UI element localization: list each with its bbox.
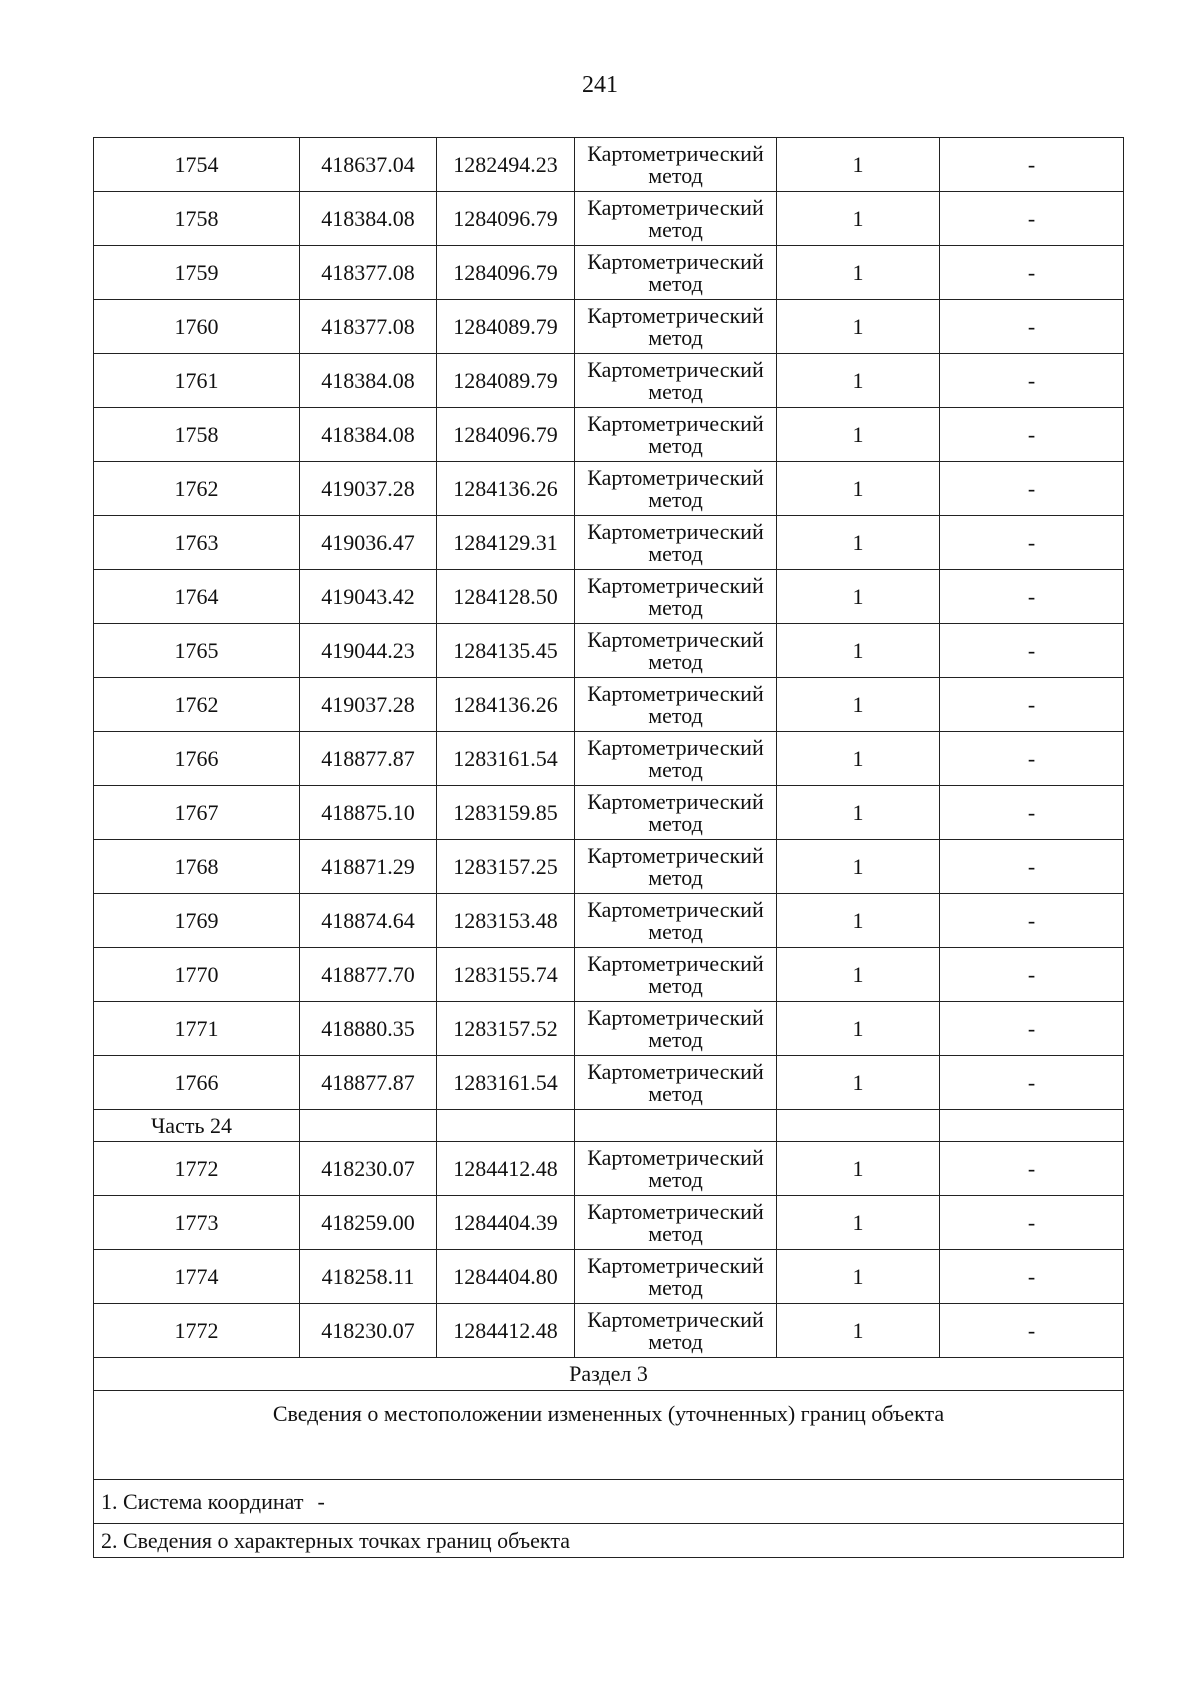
point-number: 1758 <box>94 408 300 462</box>
section-info-row <box>94 1391 1124 1480</box>
method-line-1: Картометрический <box>587 302 764 328</box>
accuracy: 1 <box>777 516 940 570</box>
method-cell <box>575 894 777 948</box>
table-row <box>94 786 1124 840</box>
coord-x: 419044.23 <box>300 624 437 678</box>
coordinates-table-body <box>94 138 1124 1358</box>
method-line-1: Картометрический <box>587 410 764 436</box>
point-number: 1766 <box>94 1056 300 1110</box>
method-line-1: Картометрический <box>587 1144 764 1170</box>
description: - <box>940 840 1124 894</box>
method-line-1: Картометрический <box>587 626 764 652</box>
empty-cell <box>300 1110 437 1142</box>
coord-x: 418377.08 <box>300 300 437 354</box>
description: - <box>940 354 1124 408</box>
method-line-2: метод <box>648 378 703 404</box>
method-line-1: Картометрический <box>587 140 764 166</box>
coord-y: 1284136.26 <box>437 678 575 732</box>
empty-cell <box>437 1110 575 1142</box>
accuracy: 1 <box>777 462 940 516</box>
method-cell <box>575 948 777 1002</box>
part-label: Часть 24 <box>94 1110 300 1142</box>
point-number: 1763 <box>94 516 300 570</box>
description: - <box>940 1056 1124 1110</box>
method-cell <box>575 786 777 840</box>
coord-x: 418377.08 <box>300 246 437 300</box>
coord-y: 1284096.79 <box>437 408 575 462</box>
method-line-2: метод <box>648 864 703 890</box>
point-number: 1754 <box>94 138 300 192</box>
coord-y: 1284089.79 <box>437 300 575 354</box>
description: - <box>940 1250 1124 1304</box>
table-row <box>94 570 1124 624</box>
table-row <box>94 408 1124 462</box>
method-line-2: метод <box>648 702 703 728</box>
coord-y: 1283159.85 <box>437 786 575 840</box>
method-line-1: Картометрический <box>587 1004 764 1030</box>
coord-x: 418259.00 <box>300 1196 437 1250</box>
method-line-2: метод <box>648 432 703 458</box>
method-cell <box>575 732 777 786</box>
method-line-2: метод <box>648 270 703 296</box>
section-title: Раздел 3 <box>94 1358 1124 1391</box>
accuracy: 1 <box>777 840 940 894</box>
method-line-2: метод <box>648 1026 703 1052</box>
table-row <box>94 1142 1124 1196</box>
method-cell <box>575 840 777 894</box>
method-line-1: Картометрический <box>587 194 764 220</box>
coord-x: 418258.11 <box>300 1250 437 1304</box>
method-cell <box>575 516 777 570</box>
coord-y: 1284412.48 <box>437 1304 575 1358</box>
point-number: 1773 <box>94 1196 300 1250</box>
point-number: 1759 <box>94 246 300 300</box>
method-line-1: Картометрический <box>587 734 764 760</box>
coord-x: 419037.28 <box>300 678 437 732</box>
coord-x: 418877.87 <box>300 732 437 786</box>
coord-x: 418384.08 <box>300 408 437 462</box>
section-title-row <box>94 1358 1124 1391</box>
coord-x: 418877.87 <box>300 1056 437 1110</box>
table-row <box>94 624 1124 678</box>
method-cell <box>575 138 777 192</box>
accuracy: 1 <box>777 1056 940 1110</box>
description: - <box>940 138 1124 192</box>
point-number: 1769 <box>94 894 300 948</box>
accuracy: 1 <box>777 408 940 462</box>
method-line-2: метод <box>648 810 703 836</box>
method-line-1: Картометрический <box>587 680 764 706</box>
method-line-1: Картометрический <box>587 788 764 814</box>
table-row <box>94 138 1124 192</box>
table-row <box>94 678 1124 732</box>
section-info: Сведения о местоположении измененных (уточненных) границ объекта <box>94 1391 1124 1480</box>
accuracy: 1 <box>777 300 940 354</box>
method-cell <box>575 246 777 300</box>
accuracy: 1 <box>777 678 940 732</box>
method-line-2: метод <box>648 594 703 620</box>
description: - <box>940 1002 1124 1056</box>
accuracy: 1 <box>777 138 940 192</box>
accuracy: 1 <box>777 192 940 246</box>
table-row <box>94 246 1124 300</box>
coord-x: 418384.08 <box>300 192 437 246</box>
method-cell <box>575 354 777 408</box>
method-cell <box>575 1304 777 1358</box>
method-line-1: Картометрический <box>587 248 764 274</box>
accuracy: 1 <box>777 1002 940 1056</box>
description: - <box>940 624 1124 678</box>
description: - <box>940 408 1124 462</box>
method-line-2: метод <box>648 972 703 998</box>
empty-cell <box>940 1110 1124 1142</box>
accuracy: 1 <box>777 624 940 678</box>
accuracy: 1 <box>777 1250 940 1304</box>
method-line-2: метод <box>648 162 703 188</box>
method-cell <box>575 408 777 462</box>
coord-y: 1284128.50 <box>437 570 575 624</box>
point-number: 1774 <box>94 1250 300 1304</box>
method-line-2: метод <box>648 1080 703 1106</box>
description: - <box>940 894 1124 948</box>
accuracy: 1 <box>777 786 940 840</box>
table-row <box>94 1304 1124 1358</box>
table-row <box>94 1056 1124 1110</box>
method-line-1: Картометрический <box>587 518 764 544</box>
section-3 <box>94 1358 1124 1558</box>
method-line-1: Картометрический <box>587 842 764 868</box>
accuracy: 1 <box>777 894 940 948</box>
table-row <box>94 516 1124 570</box>
point-number: 1762 <box>94 462 300 516</box>
method-line-2: метод <box>648 216 703 242</box>
method-cell <box>575 300 777 354</box>
coord-y: 1283153.48 <box>437 894 575 948</box>
table-row <box>94 840 1124 894</box>
coord-x: 418875.10 <box>300 786 437 840</box>
coord-y: 1283155.74 <box>437 948 575 1002</box>
boundary-points-row <box>94 1524 1124 1558</box>
coord-y: 1284404.80 <box>437 1250 575 1304</box>
coord-y: 1283157.52 <box>437 1002 575 1056</box>
empty-cell <box>575 1110 777 1142</box>
coord-x: 419037.28 <box>300 462 437 516</box>
boundary-points-label: 2. Сведения о характерных точках границ объекта <box>94 1524 1124 1558</box>
table-row <box>94 732 1124 786</box>
coord-y: 1284412.48 <box>437 1142 575 1196</box>
point-number: 1771 <box>94 1002 300 1056</box>
method-line-2: метод <box>648 1166 703 1192</box>
accuracy: 1 <box>777 1304 940 1358</box>
point-number: 1767 <box>94 786 300 840</box>
method-cell <box>575 678 777 732</box>
coordinate-system-cell <box>94 1480 1124 1524</box>
coord-y: 1284096.79 <box>437 246 575 300</box>
table-row <box>94 192 1124 246</box>
table-row <box>94 354 1124 408</box>
method-line-1: Картометрический <box>587 1306 764 1332</box>
description: - <box>940 300 1124 354</box>
accuracy: 1 <box>777 1142 940 1196</box>
method-line-2: метод <box>648 648 703 674</box>
coordinate-system-row <box>94 1480 1124 1524</box>
method-line-1: Картометрический <box>587 950 764 976</box>
description: - <box>940 192 1124 246</box>
method-cell <box>575 1002 777 1056</box>
coord-y: 1283161.54 <box>437 1056 575 1110</box>
method-line-2: метод <box>648 1328 703 1354</box>
coord-y: 1284096.79 <box>437 192 575 246</box>
coord-y: 1284135.45 <box>437 624 575 678</box>
description: - <box>940 570 1124 624</box>
coord-y: 1283157.25 <box>437 840 575 894</box>
coord-x: 418880.35 <box>300 1002 437 1056</box>
description: - <box>940 1304 1124 1358</box>
description: - <box>940 1196 1124 1250</box>
description: - <box>940 462 1124 516</box>
point-number: 1760 <box>94 300 300 354</box>
accuracy: 1 <box>777 732 940 786</box>
table-row <box>94 462 1124 516</box>
table-row <box>94 1250 1124 1304</box>
coord-y: 1284089.79 <box>437 354 575 408</box>
coord-y: 1282494.23 <box>437 138 575 192</box>
point-number: 1758 <box>94 192 300 246</box>
accuracy: 1 <box>777 1196 940 1250</box>
point-number: 1772 <box>94 1304 300 1358</box>
method-line-2: метод <box>648 1220 703 1246</box>
description: - <box>940 786 1124 840</box>
coord-x: 418877.70 <box>300 948 437 1002</box>
method-line-2: метод <box>648 324 703 350</box>
method-line-2: метод <box>648 756 703 782</box>
point-number: 1761 <box>94 354 300 408</box>
method-line-1: Картометрический <box>587 572 764 598</box>
method-cell <box>575 1142 777 1196</box>
page-number: 241 <box>582 72 618 98</box>
coordinate-system-label: 1. Система координат <box>101 1488 304 1514</box>
coord-x: 419036.47 <box>300 516 437 570</box>
method-cell <box>575 1196 777 1250</box>
coord-y: 1284404.39 <box>437 1196 575 1250</box>
coord-y: 1283161.54 <box>437 732 575 786</box>
accuracy: 1 <box>777 570 940 624</box>
description: - <box>940 1142 1124 1196</box>
method-line-2: метод <box>648 540 703 566</box>
method-line-2: метод <box>648 1274 703 1300</box>
point-number: 1772 <box>94 1142 300 1196</box>
coordinates-table <box>93 137 1124 1558</box>
method-line-2: метод <box>648 918 703 944</box>
method-line-2: метод <box>648 486 703 512</box>
coord-x: 418871.29 <box>300 840 437 894</box>
coord-y: 1284129.31 <box>437 516 575 570</box>
method-line-1: Картометрический <box>587 356 764 382</box>
part-header-row <box>94 1110 1124 1142</box>
point-number: 1765 <box>94 624 300 678</box>
point-number: 1762 <box>94 678 300 732</box>
table-row <box>94 1002 1124 1056</box>
coord-x: 418384.08 <box>300 354 437 408</box>
point-number: 1764 <box>94 570 300 624</box>
coord-x: 418230.07 <box>300 1142 437 1196</box>
coord-y: 1284136.26 <box>437 462 575 516</box>
method-line-1: Картометрический <box>587 1198 764 1224</box>
coord-x: 418874.64 <box>300 894 437 948</box>
table-row <box>94 1196 1124 1250</box>
description: - <box>940 516 1124 570</box>
method-cell <box>575 462 777 516</box>
point-number: 1766 <box>94 732 300 786</box>
table-row <box>94 300 1124 354</box>
coordinate-system-value: - <box>317 1488 325 1514</box>
method-line-1: Картометрический <box>587 464 764 490</box>
method-cell <box>575 192 777 246</box>
coord-x: 418230.07 <box>300 1304 437 1358</box>
description: - <box>940 678 1124 732</box>
coord-x: 419043.42 <box>300 570 437 624</box>
method-cell <box>575 570 777 624</box>
accuracy: 1 <box>777 948 940 1002</box>
method-cell <box>575 1250 777 1304</box>
method-line-1: Картометрический <box>587 1252 764 1278</box>
coord-x: 418637.04 <box>300 138 437 192</box>
description: - <box>940 732 1124 786</box>
point-number: 1770 <box>94 948 300 1002</box>
table-row <box>94 948 1124 1002</box>
accuracy: 1 <box>777 354 940 408</box>
method-line-1: Картометрический <box>587 896 764 922</box>
accuracy: 1 <box>777 246 940 300</box>
description: - <box>940 246 1124 300</box>
empty-cell <box>777 1110 940 1142</box>
method-line-1: Картометрический <box>587 1058 764 1084</box>
point-number: 1768 <box>94 840 300 894</box>
method-cell <box>575 624 777 678</box>
method-cell <box>575 1056 777 1110</box>
description: - <box>940 948 1124 1002</box>
table-row <box>94 894 1124 948</box>
